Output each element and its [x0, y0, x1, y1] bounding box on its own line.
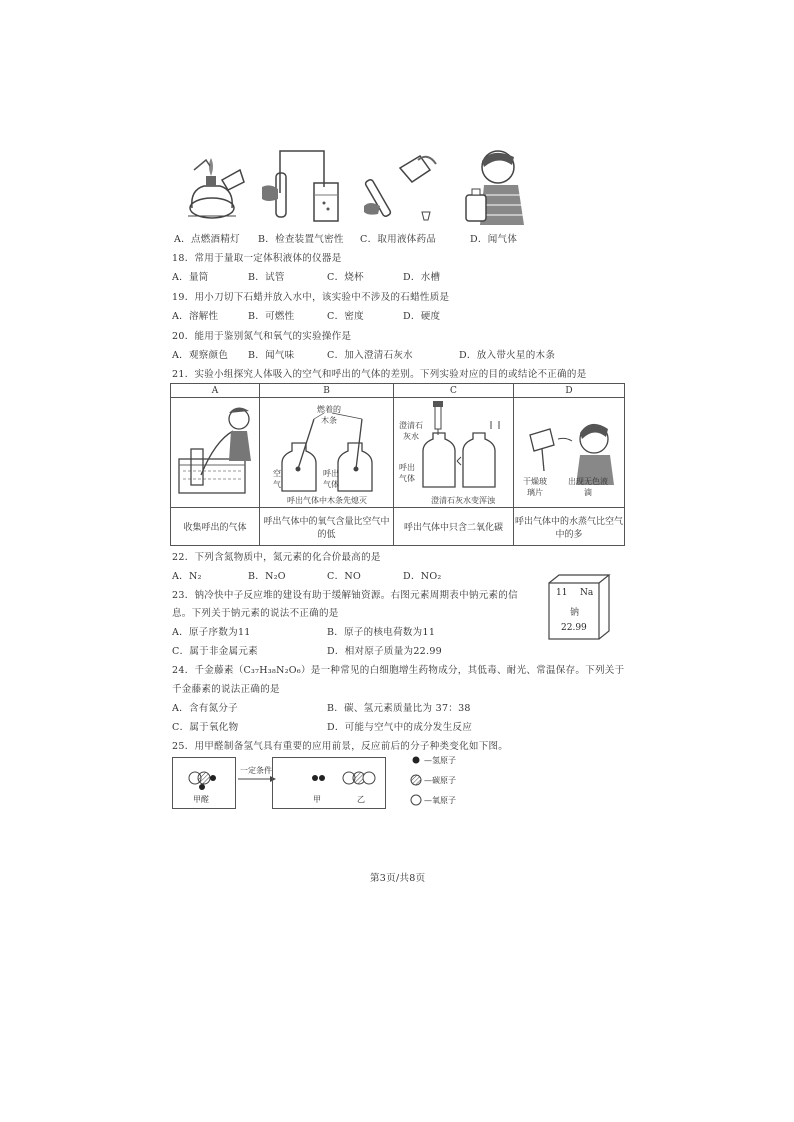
periodic-table-cell-sodium — [548, 574, 610, 640]
q17-image-b-airtightness — [258, 143, 338, 225]
reactant-hydrogen-atom — [210, 775, 216, 781]
q17-image-d-smell-gas — [462, 145, 528, 225]
q21-b-label-top: 燃着的木条 — [317, 405, 341, 425]
q19-stem: 19．用小刀切下石蜡并放入水中，该实验中不涉及的石蜡性质是 — [172, 292, 450, 303]
q22-option-a: A．N₂ — [172, 571, 202, 582]
q21-c-label-bottom: 澄清石灰水变浑浊 — [431, 496, 495, 505]
q22-option-c: C．NO — [327, 571, 362, 582]
q20-option-d: D．放入带火星的木条 — [459, 350, 556, 361]
q25-stem: 25．用甲醛制备氢气具有重要的应用前景，反应前后的分子种类变化如下图。 — [172, 741, 509, 752]
q21-experiment-table — [170, 383, 625, 546]
q21-stem: 21．实验小组探究人体吸入的空气和呼出的气体的差别。下列实验对应的目的或结论不正确的是 — [172, 369, 587, 380]
q24-option-b: B．碳、氢元素质量比为 37：38 — [327, 703, 471, 714]
q25-product1-label: 甲 — [313, 795, 321, 804]
q21-header-d: D — [514, 384, 625, 398]
q18-option-a: A．量筒 — [172, 272, 209, 283]
page-footer: 第3页/共8页 — [370, 873, 426, 884]
q17-label-b: B．检查装置气密性 — [258, 234, 344, 245]
q25-product2-label: 乙 — [357, 795, 365, 804]
q17-label-a: A．点燃酒精灯 — [174, 234, 240, 245]
q21-figure-d — [514, 398, 625, 508]
q23-option-b: B．原子的核电荷数为11 — [327, 627, 436, 638]
q21-c-label-left: 呼出气体 — [399, 463, 415, 483]
q21-header-b: B — [260, 384, 394, 398]
q21-figure-c — [394, 398, 514, 508]
q20-stem: 20．能用于鉴别氮气和氧气的实验操作是 — [172, 331, 352, 342]
legend-hydrogen-label: —氢原子 — [424, 756, 456, 765]
q24-option-a: A．含有氮分子 — [172, 703, 238, 714]
q22-stem: 22．下列含氮物质中，氮元素的化合价最高的是 — [172, 552, 381, 563]
q17-label-c: C．取用液体药品 — [360, 234, 437, 245]
q21-caption-b: 呼出气体中的氧气含量比空气中的低 — [260, 508, 394, 546]
q22-option-d: D．NO₂ — [403, 571, 442, 582]
sodium-atomic-mass: 22.99 — [561, 623, 587, 633]
q24-option-d: D．可能与空气中的成分发生反应 — [327, 722, 473, 733]
q24-stem-line2: 千金藤素的说法正确的是 — [172, 684, 280, 695]
q21-caption-c: 呼出气体中只含二氧化碳 — [394, 508, 514, 546]
q20-option-b: B．闻气味 — [248, 350, 295, 361]
q21-header-c: C — [394, 384, 514, 398]
q21-d-label-right: 出现无色液滴 — [568, 477, 608, 497]
q18-option-d: D．水槽 — [403, 272, 441, 283]
product2-oxygen-atom — [363, 772, 375, 784]
q22-option-b: B．N₂O — [248, 571, 286, 582]
reactant-hydrogen-atom — [199, 784, 205, 790]
sodium-atomic-number: 11 — [556, 588, 568, 598]
q25-condition-label: 一定条件 — [240, 766, 272, 775]
q23-option-c: C．属于非金属元素 — [172, 646, 258, 657]
q23-stem-line2: 息。下列关于钠元素的说法不正确的是 — [172, 608, 339, 619]
sodium-name: 钠 — [570, 608, 580, 618]
q20-option-a: A．观察颜色 — [172, 350, 229, 361]
q23-option-d: D．相对原子质量为22.99 — [327, 646, 443, 657]
product1-hydrogen-atom — [312, 775, 318, 781]
q17-image-a-alcohol-lamp — [178, 150, 248, 225]
q25-product-box — [272, 757, 386, 809]
q25-legend — [410, 752, 490, 812]
q19-option-c: C．密度 — [327, 311, 364, 322]
legend-hydrogen-atom — [413, 757, 420, 764]
legend-carbon-label: —碳原子 — [424, 776, 456, 785]
q18-option-b: B．试管 — [248, 272, 285, 283]
q18-stem: 18．常用于量取一定体积液体的仪器是 — [172, 253, 342, 264]
q21-b-label-bottom: 呼出气体中木条先熄灭 — [287, 496, 367, 505]
q20-option-c: C．加入澄清石灰水 — [327, 350, 413, 361]
q23-stem-line1: 23．钠冷快中子反应堆的建设有助于缓解铀资源。右图元素周期表中钠元素的信 — [172, 590, 518, 601]
q21-figure-a — [171, 398, 260, 508]
q25-reaction-arrow — [236, 765, 276, 785]
q25-reactant-box — [172, 757, 236, 809]
legend-oxygen-atom — [411, 795, 421, 805]
q19-option-d: D．硬度 — [403, 311, 441, 322]
q24-option-c: C．属于氧化物 — [172, 722, 239, 733]
legend-oxygen-label: —氧原子 — [424, 796, 456, 805]
q21-caption-a: 收集呼出的气体 — [171, 508, 260, 546]
legend-carbon-atom — [411, 775, 421, 785]
sodium-symbol: Na — [580, 588, 594, 598]
q21-c-label-dropper: 澄清石灰水 — [399, 421, 423, 441]
q17-label-d: D．闻气体 — [470, 234, 518, 245]
q19-option-a: A．溶解性 — [172, 311, 219, 322]
q19-option-b: B．可燃性 — [248, 311, 295, 322]
reactant-carbon-atom — [198, 772, 210, 784]
product1-hydrogen-atom — [319, 775, 325, 781]
q18-option-c: C．烧杯 — [327, 272, 364, 283]
q24-stem-line1: 24．千金藤素（C₃₇H₃₈N₂O₆）是一种常见的白细胞增生药物成分，其低毒、耐光、常温保存。下列关于 — [172, 665, 625, 676]
q21-caption-d: 呼出气体中的水蒸气比空气中的多 — [514, 508, 625, 546]
q21-figure-b — [260, 398, 394, 508]
q23-option-a: A．原子序数为11 — [172, 627, 251, 638]
q21-b-label-left: 空气 — [273, 469, 281, 489]
q21-b-label-right: 呼出气体 — [323, 469, 339, 489]
q21-header-a: A — [171, 384, 260, 398]
q17-image-c-liquid-reagent — [360, 150, 438, 225]
q21-d-label-left: 干燥玻璃片 — [523, 477, 547, 497]
q25-reactant-label: 甲醛 — [193, 795, 209, 804]
